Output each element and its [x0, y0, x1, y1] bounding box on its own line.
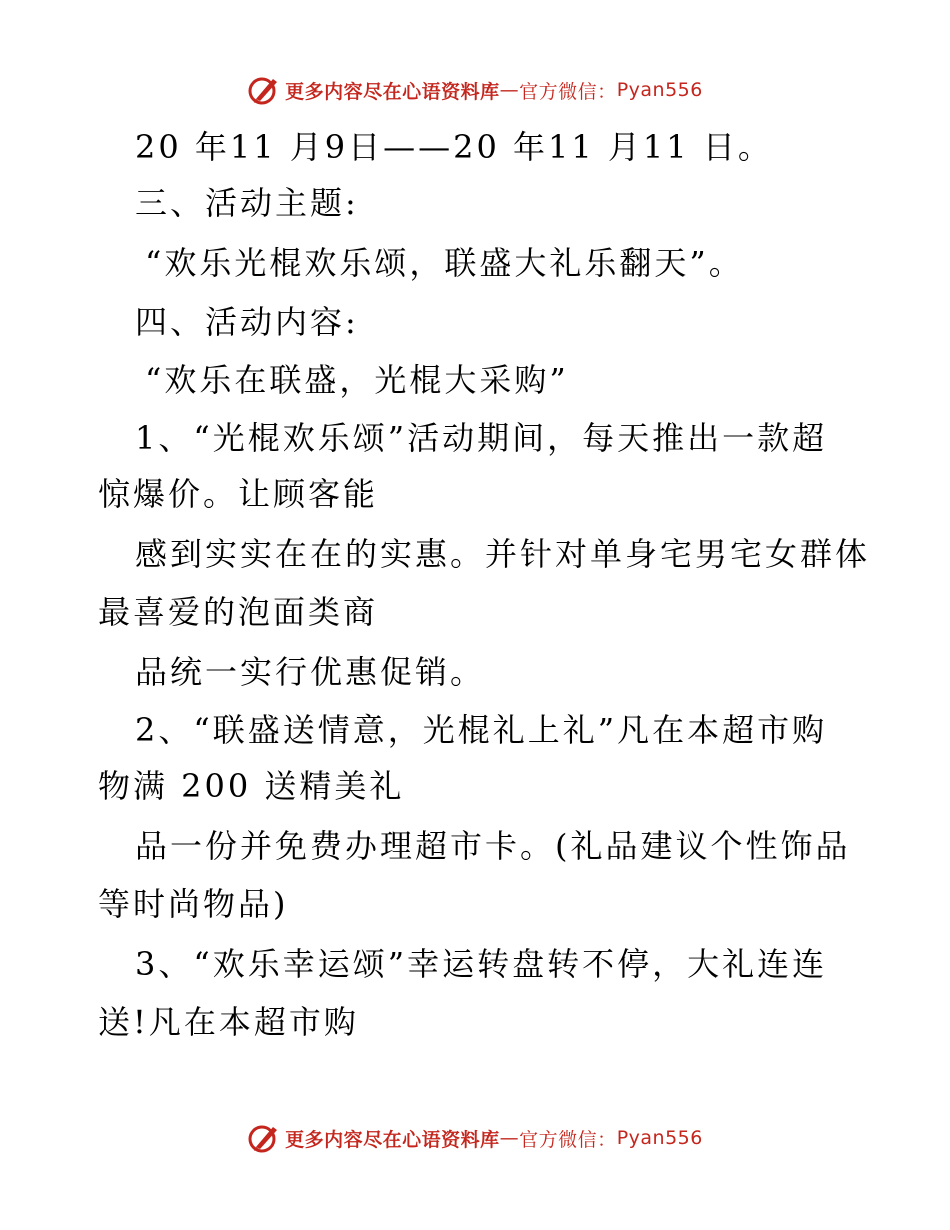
body-line: 品统一实行优惠促销。 [135, 653, 486, 691]
body-line: 品一份并免费办理超市卡。(礼品建议个性饰品 [135, 827, 851, 865]
body-line: 等时尚物品) [98, 885, 289, 923]
body-line: “欢乐在联盛，光棍大采购” [145, 361, 569, 399]
body-line: 惊爆价。让顾客能 [98, 475, 379, 513]
body-line: 3、“欢乐幸运颂”幸运转盘转不停，大礼连连 [135, 945, 828, 983]
header-dash: — [499, 79, 520, 101]
body-line: 三、活动主题: [135, 184, 359, 222]
header-wechat-id: Pyan556 [616, 79, 703, 101]
quill-logo-icon [247, 1121, 281, 1155]
footer-wechat-label: 官方微信： [519, 1128, 617, 1151]
body-line: 1、“光棍欢乐颂”活动期间，每天推出一款超 [135, 419, 828, 457]
body-line: 物满 200 送精美礼 [98, 767, 405, 805]
header-site-name: 更多内容尽在心语资料库 [285, 80, 500, 103]
header-wechat-label: 官方微信： [519, 80, 617, 103]
footer-site-name: 更多内容尽在心语资料库 [285, 1128, 500, 1151]
body-line: 送!凡在本超市购 [98, 1003, 359, 1041]
footer-dash: — [499, 1127, 520, 1149]
body-line: 最喜爱的泡面类商 [98, 593, 379, 631]
body-line: 20 年11 月9日——20 年11 月11 日。 [135, 128, 773, 166]
body-line: 2、“联盛送情意，光棍礼上礼”凡在本超市购 [135, 711, 828, 749]
footer-banner [0, 1118, 950, 1158]
body-line: 四、活动内容: [135, 303, 359, 341]
footer-wechat-id: Pyan556 [616, 1127, 703, 1149]
body-line: 感到实实在在的实惠。并针对单身宅男宅女群体 [135, 535, 871, 573]
body-line: “欢乐光棍欢乐颂，联盛大礼乐翻天”。 [145, 244, 744, 282]
